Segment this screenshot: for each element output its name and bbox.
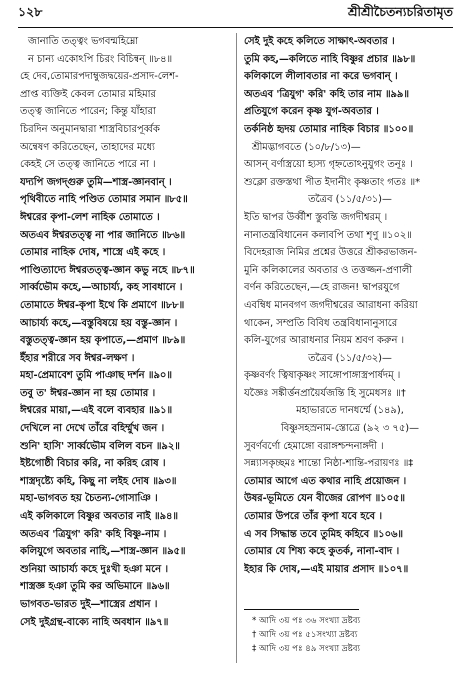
text-line: সুবর্ণবর্ণো হেমাঙ্গো বরাঙ্গশ্চন্দনাঙ্গদী ।: [244, 440, 384, 452]
footnote-rule: [244, 609, 359, 610]
text-line: চিরদিন অনুমানদ্বারা শাস্ত্রবিচারপূর্ব্বক: [20, 123, 160, 135]
text-line: বিষ্ণুসহস্রনাম-স্তোত্রে (৯২ ৩ ৭৫)—: [280, 423, 419, 435]
verse-line: উষর-ভূমিতে যেন বীজের রোপণ ॥১০৫॥: [244, 493, 405, 505]
text-line: শ্রীমদ্ভাগবতে (১০/৮/১৩)—: [252, 141, 361, 153]
footnote-line: ‡ আদি ৩য় পঃ ৪৯ সংখ্যা দ্রষ্টব্য: [252, 644, 361, 654]
verse-line: দেখিলে না দেখে তাঁরে বহির্ম্মুখ জন ।: [20, 423, 165, 435]
verse-line: মহা-ভাগবত হয় চৈতন্য-গোসাঞি ।: [20, 493, 158, 505]
text-line: মহাভারতে দানধর্ম্মে (১৪৯),: [296, 405, 404, 417]
verse-line: তোমার উপরে তাঁর কৃপা যবে হবে ।: [244, 511, 382, 523]
text-line: এবম্বিধ মানবগণ জগদীশ্বরের আরাধনা করিয়া: [244, 299, 418, 311]
text-line: যজ্ঞৈঃ সঙ্কীর্ত্তনপ্রায়ৈর্যজন্তি হি সুমেধসঃ ॥†: [244, 387, 406, 399]
verse-line: এ সব সিদ্ধান্ত তবে তুমিহ কহিবে ॥১০৬॥: [244, 528, 404, 540]
text-line: কেহই সে তত্ত্ব জানিতে পারে না ।: [20, 159, 156, 171]
text-line: জানাতি তত্ত্বং ভগবন্মহিম্নো: [28, 36, 139, 47]
verse-line: তর্কনিষ্ঠ হৃদয় তোমার নাহিক বিচার ॥১০০॥: [244, 123, 414, 135]
text-line: অন্বেষণ করিতেছেন, তাহাদের মধ্যে: [20, 141, 155, 153]
footnotes: [252, 614, 452, 656]
verse-line: আচার্য্য কহে,—বস্তুবিষয়ে হয় বস্তু-জ্ঞান ।: [20, 317, 178, 329]
footnote-line: † আদি ৩য় পঃ ৫১সংখ্যা দ্রষ্টব্য: [252, 630, 358, 640]
text-line: সন্ন্যাসকৃচ্ছমঃ শান্তো নিষ্ঠা-শান্তি-পরায়ণঃ ॥‡: [244, 458, 414, 470]
verse-line: যদ্যপি জগদ্গুরু তুমি—শাস্ত্র-জ্ঞানবান্ ।: [20, 176, 172, 188]
text-line: তত্রৈব (১১/৫/৩২)—: [308, 352, 392, 364]
verse-line: তোমার নাহিক দোষ, শাস্ত্রে এই কহে ।: [20, 247, 166, 259]
verse-line: সেই দুই কহে কলিতে সাক্ষাৎ-অবতার ।: [244, 36, 395, 47]
footnote-line: * আদি ৩য় পঃ ৩৬ সংখ্যা দ্রষ্টব্য: [252, 616, 361, 626]
text-line: কৃষ্ণবর্ণং ত্বিষাকৃষ্ণং সাঙ্গোপাঙ্গাস্ত্রপার্ষদম্ ।: [244, 370, 401, 382]
right-column: [244, 33, 456, 578]
text-line: তত্ত্ব জানিতে পারেন; কিন্তু যাঁহারা: [20, 106, 156, 118]
verse-line: ঈশ্বরের মায়া,—এই বলে ব্যবহার ॥৯১॥: [20, 405, 173, 417]
verse-line: ইঁহার শরীরে সব ঈশ্বর-লক্ষণ ।: [20, 352, 135, 364]
text-line: কলি-যুগের আরাধনার নিয়ম শ্রবণ করুন ।: [244, 335, 405, 347]
page-header: [18, 4, 453, 24]
verse-line: ইষ্টগোষ্ঠী বিচার করি, না করিহ রোষ ।: [20, 458, 166, 470]
verse-line: সার্ব্বভৌম কহে,—আচার্য্য, কহ সাবধানে ।: [20, 282, 183, 294]
left-column: [20, 33, 232, 631]
verse-line: অতএব 'ত্রিযুগ' করি' কহি বিষ্ণু-নাম ।: [20, 528, 167, 540]
verse-line: তোমার যে শিষ্য কহে কুতর্ক, নানা-বাদ ।: [244, 546, 400, 558]
text-line: ইতি দ্বাপর উর্ব্বীশ স্তুবন্তি জগদীশ্বরম্ ।: [244, 211, 388, 223]
text-line: প্রাপ্ত ব্যক্তিই কেবল তোমার মহিমার: [20, 88, 156, 100]
verse-line: তবু ত' ঈশ্বর-জ্ঞান না হয় তোমার ।: [20, 387, 156, 399]
verse-line: পৃথিবীতে নাহি পণ্ডিত তোমার সমান ॥৮৫॥: [20, 194, 188, 206]
header-rule: [18, 27, 453, 28]
running-title: শ্রীশ্রীচৈতন্যচরিতামৃত: [348, 4, 453, 19]
verse-line: শুনিয়া আচার্য্য কহে দুঃখী হঞা মনে ।: [20, 563, 168, 575]
column-divider: [236, 33, 237, 663]
text-line: বর্ণন করিতেছেন,—হে রাজন! দ্বাপরযুগে: [244, 282, 400, 294]
verse-line: ঈশ্বরের কৃপা-লেশ নাহিক তোমাতে ।: [20, 211, 160, 223]
verse-line: ইহার কি দোষ,—এই মায়ার প্রসাদ ॥১০৭॥: [244, 563, 409, 575]
text-line: তত্রৈব (১১/৫/৩১)—: [308, 194, 392, 206]
verse-line: ভাগবত-ভারত দুই—শাস্ত্রের প্রধান ।: [20, 599, 158, 610]
verse-line: পাণ্ডিত্যাদ্যে ঈশ্বরতত্ত্ব-জ্ঞান কভু নহে ॥৮৭॥: [20, 264, 195, 276]
verse-line: মহা-প্রেমাবেশ তুমি পাঞাছ দর্শন ॥৯০॥: [20, 370, 172, 382]
text-line: মুনি কলিকালের অবতার ও তত্তজ্জন-প্রণালী: [244, 264, 413, 276]
verse-line: অতএব 'ত্রিযুগ' করি' কহি তার নাম ॥৯৯॥: [244, 88, 409, 100]
verse-line: তোমার আগে এত কথার নাহি প্রয়োজন ।: [244, 475, 407, 487]
page-number: ১২৮: [18, 4, 43, 19]
verse-line: শাস্ত্রদৃষ্ট্যে কহি, কিছু না লইহ দোষ ॥৯৩॥: [20, 475, 177, 487]
text-line: থাকেন, সম্প্রতি বিবিধ তন্ত্রবিধানানুসারে: [244, 317, 398, 329]
verse-line: কলিকালে লীলাবতার না করে ভগবান্ ।: [244, 71, 398, 83]
verse-line: তোমাতে ঈশ্বর-কৃপা ইথে কি প্রমাণে ॥৮৮॥: [20, 299, 185, 311]
verse-line: প্রতিযুগে করেন কৃষ্ণ যুগ-অবতার ।: [244, 106, 379, 118]
verse-line: বস্তুতত্ত্ব-জ্ঞান হয় কৃপাতে,—প্রমাণ ॥৮৯॥: [20, 335, 186, 347]
verse-line: শুনি' হাসি' সার্ব্বভৌম বলিল বচন ॥৯২॥: [20, 440, 180, 452]
text-line: শুক্লো রক্তস্তথা পীত ইদানীং কৃষ্ণতাং গতঃ ॥*: [244, 176, 421, 188]
text-line: হে দেব,তোমারপদাম্বুজদ্বয়ের-প্রসাদ-লেশ-: [20, 71, 179, 83]
text-line: আসন্ বর্ণাস্ত্রয়ো হ্যস্য গৃহ্নতোঽনুযুগং তনূঃ ।: [244, 159, 413, 171]
verse-line: সেই দুইগ্রন্থ-বাক্যে নাহি অবধান ॥৯৭॥: [20, 616, 169, 628]
text-line: ন চান্য একোঽপি চিরং বিচিন্বন্ ॥৮৪॥: [28, 53, 173, 65]
verse-line: তুমি কহ,—কলিতে নাহি বিষ্ণুর প্রচার ॥৯৮॥: [244, 53, 416, 65]
verse-line: কলিযুগে অবতার নাহি,—শাস্ত্র-জ্ঞান ॥৯৫॥: [20, 546, 186, 558]
text-line: নানাতন্ত্রবিধানেন কলাবপি তথা শৃণু ॥১০২॥: [244, 229, 412, 241]
verse-line: এই কলিকালে বিষ্ণুর অবতার নাই ॥৯৪॥: [20, 511, 178, 523]
text-line: বিদেহরাজ নিমির প্রশ্নের উত্তরে শ্রীকরভাজন-: [244, 247, 418, 259]
verse-line: শাস্ত্রজ্ঞ হঞা তুমি কর অভিমানে ॥৯৬॥: [20, 581, 170, 593]
verse-line: অতএব ঈশ্বরতত্ত্ব না পার জানিতে ॥৮৬॥: [20, 229, 186, 241]
